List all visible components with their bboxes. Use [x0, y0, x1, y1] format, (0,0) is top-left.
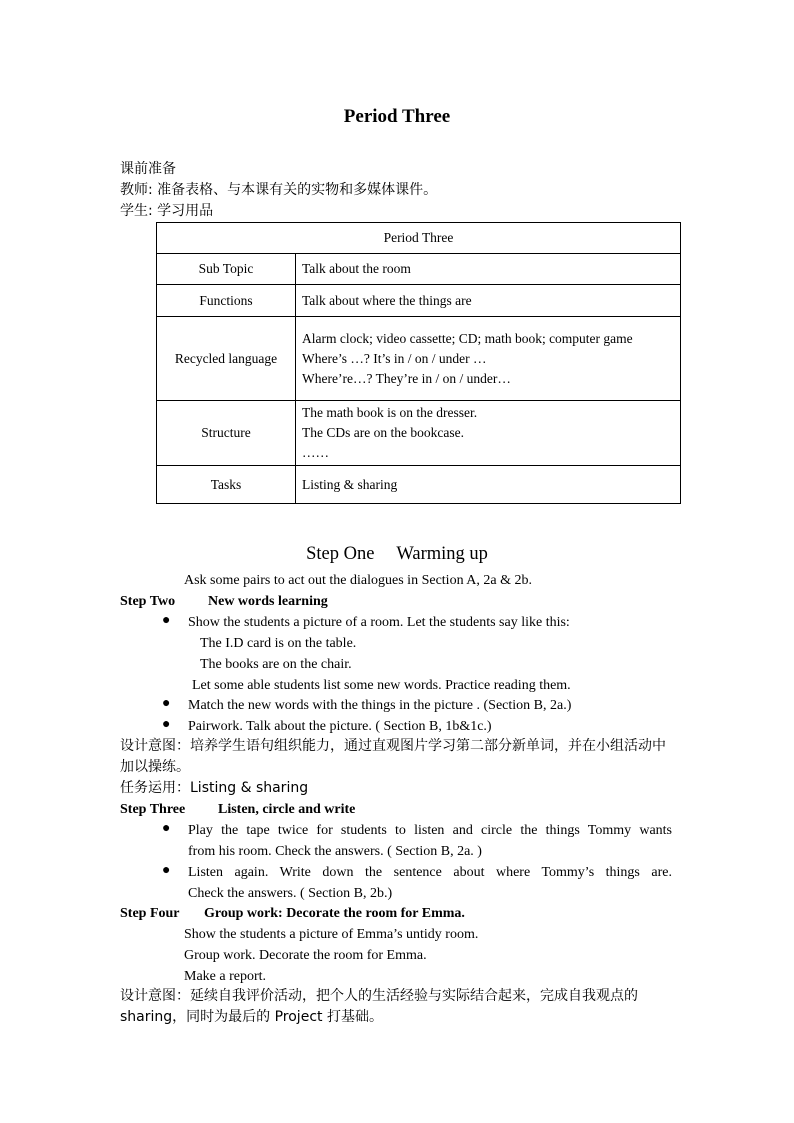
row-line: The math book is on the dresser.: [302, 405, 478, 420]
row-line: The CDs are on the bookcase.: [302, 425, 464, 440]
step-one-label: Step One: [306, 544, 375, 564]
row-label: Functions: [157, 285, 296, 317]
step-two-bullet-3: Pairwork. Talk about the picture. ( Section B, 1b&1c.): [188, 719, 492, 734]
step-four-label: Step Four: [120, 906, 180, 921]
table-row: [157, 317, 681, 401]
row-line: Where’re…? They’re in / on / under…: [302, 370, 511, 386]
step-four-line-1: Show the students a picture of Emma’s untidy room.: [184, 927, 479, 942]
prep-teacher: 教师: 准备表格、与本课有关的实物和多媒体课件。: [120, 182, 438, 198]
row-label: Tasks: [157, 466, 296, 504]
row-line: Where’s …? It’s in / on / under …: [302, 350, 487, 366]
step-three-label: Step Three: [120, 802, 186, 817]
step-two-title: New words learning: [208, 594, 328, 609]
step-four-intent-line-2: sharing，同时为最后的 Project 打基础。: [120, 1009, 383, 1025]
prep-student: 学生: 学习用品: [120, 203, 214, 219]
row-label: Structure: [157, 401, 296, 466]
step-one-title: Warming up: [396, 544, 488, 564]
row-value: [296, 254, 681, 285]
prep-heading: 课前准备: [120, 161, 176, 177]
step-four-line-3: Make a report.: [184, 969, 267, 984]
step-two-bullet-2: Match the new words with the things in the picture . (Section B, 2a.): [188, 698, 572, 713]
step-one-heading: [0, 544, 794, 565]
bullet-icon: ●: [162, 696, 171, 711]
lesson-table: [156, 222, 681, 504]
step-two-intent-line-1: 设计意图：培养学生语句组织能力，通过直观图片学习第二部分新单词，并在小组活动中: [120, 738, 666, 754]
row-label: Sub Topic: [157, 254, 296, 285]
step-two-task: 任务运用：Listing & sharing: [120, 780, 309, 796]
row-label: Recycled language: [157, 317, 296, 401]
step-four-intent-line-1: 设计意图：延续自我评价活动，把个人的生活经验与实际结合起来，完成自我观点的: [120, 988, 638, 1004]
table-row: [157, 466, 681, 504]
bullet-icon: ●: [162, 821, 171, 836]
row-value: [296, 466, 681, 504]
step-two-intent-line-2: 加以操练。: [120, 759, 190, 775]
bullet-icon: ●: [162, 717, 171, 732]
row-value: [296, 317, 681, 401]
step-three-bullet-1b: from his room. Check the answers. ( Section B, 2a. ): [188, 844, 482, 859]
step-four-title: Group work: Decorate the room for Emma.: [204, 906, 465, 921]
row-value: [296, 401, 681, 466]
row-line: Talk about the room: [302, 261, 411, 276]
page-title: Period Three: [343, 106, 451, 127]
step-three-bullet-2b: Check the answers. ( Section B, 2b.): [188, 886, 393, 901]
step-two-label: Step Two: [120, 594, 176, 609]
table-header-row: [157, 223, 681, 254]
step-three-title: Listen, circle and write: [218, 802, 356, 817]
bullet-icon: ●: [162, 613, 171, 628]
table-header: Period Three: [157, 223, 681, 254]
row-line: Alarm clock; video cassette; CD; math book; computer game: [302, 330, 633, 346]
row-line: ……: [302, 445, 329, 460]
step-two-bullet-1: Show the students a picture of a room. Let the students say like this:: [188, 615, 570, 630]
step-three-bullet-2a: Listen again. Write down the sentence about where Tommy’s things are.: [188, 865, 672, 880]
table-row: [157, 285, 681, 317]
step-four-line-2: Group work. Decorate the room for Emma.: [184, 948, 427, 963]
table-row: [157, 254, 681, 285]
table-row: [157, 401, 681, 466]
step-two-example-2: The books are on the chair.: [200, 657, 352, 672]
step-two-example-1: The I.D card is on the table.: [200, 636, 357, 651]
row-line: Talk about where the things are: [302, 292, 472, 308]
step-two-followup: Let some able students list some new words. Practice reading them.: [192, 678, 571, 693]
row-line: Listing & sharing: [302, 476, 398, 492]
bullet-icon: ●: [162, 863, 171, 878]
row-value: [296, 285, 681, 317]
step-one-text: Ask some pairs to act out the dialogues in Section A, 2a & 2b.: [184, 573, 533, 588]
step-three-bullet-1a: Play the tape twice for students to listen and circle the things Tommy wants: [188, 823, 672, 838]
